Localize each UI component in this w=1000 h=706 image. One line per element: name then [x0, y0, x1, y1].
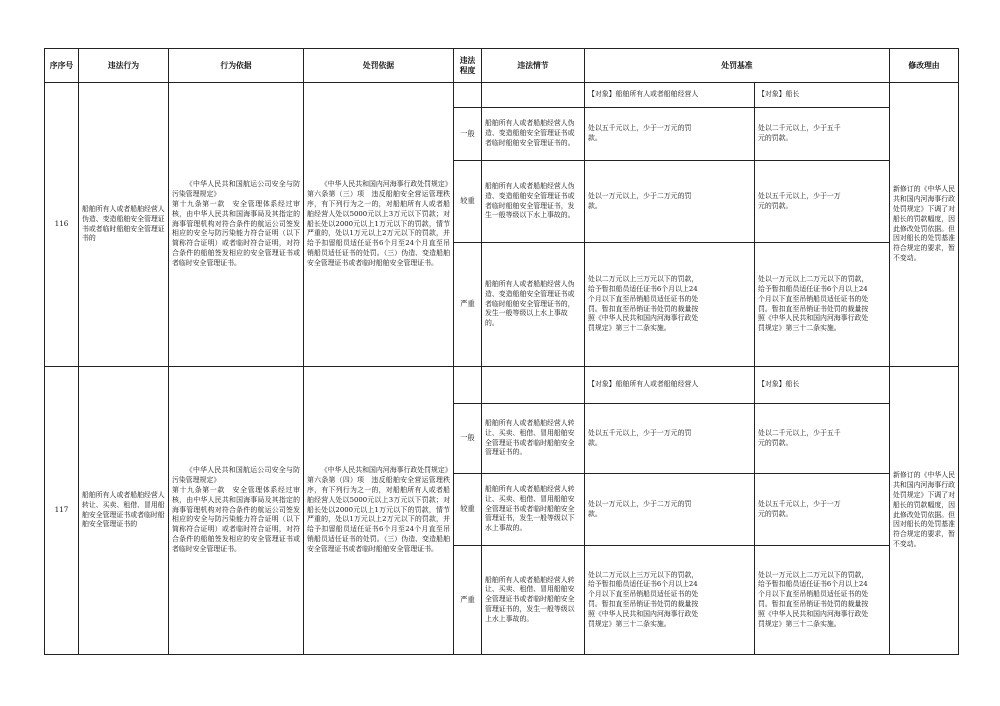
circumstance-empty	[482, 83, 585, 108]
circumstance: 船舶所有人或者船舶经营人转让、买卖、租借、冒用船舶安全管理证书或者临时船舶安全管理证书的，发生一般等级以上水上事故的。	[482, 546, 585, 655]
degree-label: 一般	[454, 108, 482, 161]
penalty-basis	[304, 83, 454, 367]
header-circumstance: 违法情节	[482, 49, 585, 83]
captain-penalty: 处以一万元以上二万元以下的罚款，给予暂扣船员适任证书6个月以上24个月以下直至吊销船员适任证书的处罚。暂扣直至吊销证书处罚的裁量按照《中华人民共和国内河海事行政处罚规定》第三十二条实施。	[755, 546, 890, 655]
degree-label: 较重	[454, 474, 482, 546]
degree-label: 严重	[454, 546, 482, 655]
table-row	[45, 83, 959, 108]
header-degree: 违法程度	[454, 49, 482, 83]
table-row	[45, 367, 959, 404]
penalty-basis-text: 第六条第（三）项 违反船舶安全营运管理秩序，有下列行为之一的，对船舶所有人或者船舶经营人处以5000元以上3万元以下罚款；对船长处以2000元以上1万元以下的罚款，情节严重的，处以1万元以上2万元以下的罚款，并给予扣留船员适任证书6个月至24个月直至吊销船员适任证书的处罚。（三）伪造、变造船舶安全管理证书或者临时船舶安全管理证书。	[307, 190, 450, 267]
header-penalty-basis: 处罚依据	[304, 49, 454, 83]
degree-empty	[454, 367, 482, 404]
behavior-basis	[169, 83, 304, 367]
degree-label: 一般	[454, 404, 482, 474]
basis-text: 第十九条第一款 安全管理体系经过审核，由中华人民共和国海事局及其指定的海事管理机构对符合条件的航运公司签发相应的安全与防污染能力符合证明（以下简称符合证明）或者临时符合证明，对符合条件的船舶签发相应的安全管理证书或者临时安全管理证书。	[172, 486, 300, 553]
row-number: 116	[45, 83, 79, 367]
basis-text: 第十九条第一款 安全管理体系经过审核，由中华人民共和国海事局及其指定的海事管理机构对符合条件的航运公司签发相应的安全与防污染能力符合证明（以下简称符合证明）或者临时符合证明，对符合条件的船舶签发相应的安全管理证书或者临时安全管理证书。	[172, 200, 300, 267]
owner-penalty: 处以二万元以上三万元以下的罚款，给予暂扣船员适任证书6个月以上24个月以下直至吊销船员适任证书的处罚。暂扣直至吊销证书处罚的裁量按照《中华人民共和国内河海事行政处罚规定》第三十二条实施。	[585, 243, 755, 367]
violation-act: 船舶所有人或者船舶经营人伪造、变造船舶安全管理证书或者临时船舶安全管理证书的	[79, 83, 169, 367]
penalty-basis-title: 《中华人民共和国内河海事行政处罚规定》	[320, 180, 452, 189]
header-seq: 序序号	[45, 49, 79, 83]
header-standard: 处罚基准	[585, 49, 890, 83]
captain-penalty: 处以一万元以上二万元以下的罚款，给予暂扣船员适任证书6个月以上24个月以下直至吊销船员适任证书的处罚。暂扣直至吊销证书处罚的裁量按照《中华人民共和国内河海事行政处罚规定》第三十二条实施。	[755, 243, 890, 367]
object-captain: 【对象】船长	[755, 83, 890, 108]
circumstance-empty	[482, 367, 585, 404]
modification-reason: 新修订的《中华人民共和国内河海事行政处罚规定》下调了对船长的罚款幅度，因此修改处罚依据。但因对船长的处罚基准符合规定的要求，暂不变动。	[890, 367, 959, 655]
degree-label: 较重	[454, 161, 482, 243]
basis-title: 《中华人民共和国航运公司安全与防污染管理规定》	[172, 180, 300, 199]
captain-penalty: 处以五千元以上，少于一万元的罚款。	[755, 474, 890, 546]
owner-penalty: 处以一万元以上，少于二万元的罚款。	[585, 474, 755, 546]
penalty-basis-title: 《中华人民共和国内河海事行政处罚规定》	[320, 466, 452, 475]
captain-penalty: 处以五千元以上，少于一万元的罚款。	[755, 161, 890, 243]
captain-penalty: 处以二千元以上，少于五千元的罚款。	[755, 404, 890, 474]
penalty-standard-table	[44, 48, 959, 655]
owner-penalty: 处以二万元以上三万元以下的罚款，给予暂扣船员适任证书6个月以上24个月以下直至吊销船员适任证书的处罚。暂扣直至吊销证书处罚的裁量按照《中华人民共和国内河海事行政处罚规定》第三十二条实施。	[585, 546, 755, 655]
owner-penalty: 处以五千元以上，少于一万元的罚款。	[585, 108, 755, 161]
row-number: 117	[45, 367, 79, 655]
circumstance: 船舶所有人或者船舶经营人转让、买卖、租借、冒用船舶安全管理证书或者临时船舶安全管理证书的。	[482, 404, 585, 474]
basis-title: 《中华人民共和国航运公司安全与防污染管理规定》	[172, 466, 300, 485]
modification-reason: 新修订的《中华人民共和国内河海事行政处罚规定》下调了对船长的罚款幅度，因此修改处罚依据。但因对船长的处罚基准符合规定的要求，暂不变动。	[890, 83, 959, 367]
captain-penalty: 处以二千元以上，少于五千元的罚款。	[755, 108, 890, 161]
circumstance: 船舶所有人或者船舶经营人伪造、变造船舶安全管理证书或者临时船舶安全管理证书的。	[482, 108, 585, 161]
header-act: 违法行为	[79, 49, 169, 83]
circumstance: 船舶所有人或者船舶经营人伪造、变造船舶安全管理证书或者临时船舶安全管理证书的，发生一般等级以上水上事故的。	[482, 243, 585, 367]
object-owner: 【对象】船舶所有人或者船舶经营人	[585, 367, 755, 404]
penalty-basis	[304, 367, 454, 655]
penalty-basis-text: 第六条第（四）项 违反船舶安全营运管理秩序，有下列行为之一的，对船舶所有人或者船舶经营人处以5000元以上3万元以下罚款；对船长处以2000元以上1万元以下的罚款，情节严重的，处以1万元以上2万元以下的罚款，并给予扣留船员适任证书6个月至24个月直至吊销船员适任证书的处罚。（三）伪造、变造船舶安全管理证书或者临时船舶安全管理证书。	[307, 476, 450, 553]
object-owner: 【对象】船舶所有人或者船舶经营人	[585, 83, 755, 108]
degree-label: 严重	[454, 243, 482, 367]
object-captain: 【对象】船长	[755, 367, 890, 404]
header-reason: 修改理由	[890, 49, 959, 83]
header-basis: 行为依据	[169, 49, 304, 83]
owner-penalty: 处以一万元以上，少于二万元的罚款。	[585, 161, 755, 243]
behavior-basis	[169, 367, 304, 655]
table-header-row	[45, 49, 959, 83]
violation-act: 船舶所有人或者船舶经营人转让、买卖、租借、冒用船舶安全管理证书或者临时船舶安全管理证书的	[79, 367, 169, 655]
circumstance: 船舶所有人或者船舶经营人转让、买卖、租借、冒用船舶安全管理证书或者临时船舶安全管理证书，发生一般等级以下水上事故的。	[482, 474, 585, 546]
owner-penalty: 处以五千元以上，少于一万元的罚款。	[585, 404, 755, 474]
circumstance: 船舶所有人或者船舶经营人伪造、变造船舶安全管理证书或者临时船舶安全管理证书，发生一般等级以下水上事故的。	[482, 161, 585, 243]
degree-empty	[454, 83, 482, 108]
